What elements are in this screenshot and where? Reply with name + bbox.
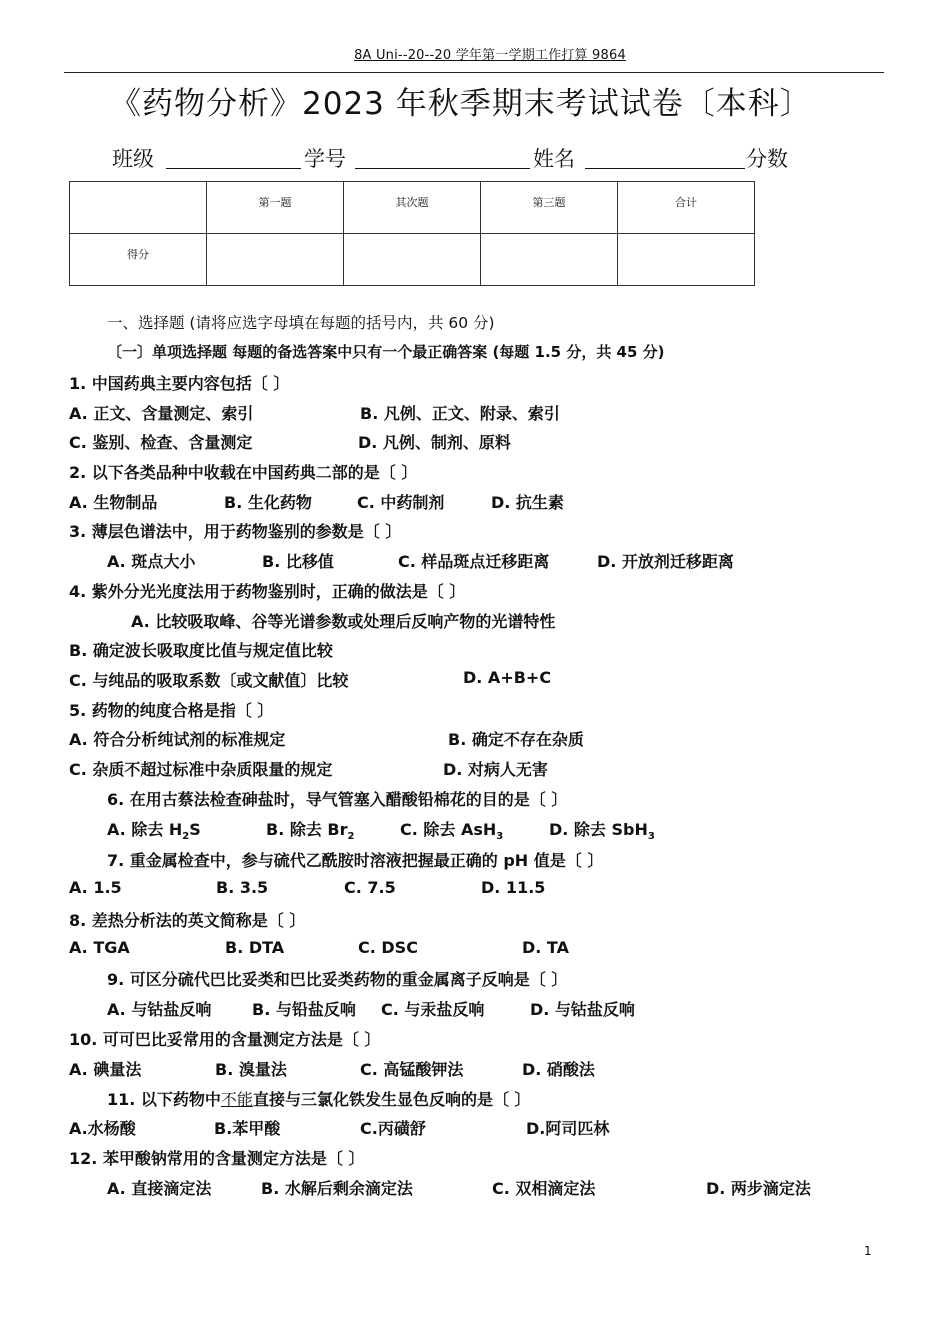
q3-option-b: B. 比移值	[262, 552, 334, 571]
score-table-header: 其次题	[344, 182, 481, 234]
q4-option-a: A. 比较吸取峰、谷等光谱参数或处理后反响产物的光谱特性	[131, 612, 556, 631]
student-id-label: 学号	[304, 147, 346, 171]
q11-option-b: B.苯甲酸	[214, 1119, 281, 1138]
score-cell[interactable]	[481, 234, 618, 286]
q7-option-a: A. 1.5	[69, 878, 122, 897]
q1-option-c: C. 鉴别、检查、含量测定	[69, 433, 253, 452]
score-table-header-row	[70, 182, 755, 234]
q5-option-c: C. 杂质不超过标准中杂质限量的规定	[69, 760, 333, 779]
class-label: 班级	[112, 147, 154, 171]
q6-option-a: A. 除去 $H_2S$	[107, 820, 201, 843]
q9-option-b: B. 与铅盐反响	[252, 1000, 356, 1019]
exam-title: 《药物分析》2023 年秋季期末考试试卷〔本科〕	[110, 86, 812, 122]
score-table-header: 合计	[618, 182, 755, 234]
q4-option-c: C. 与纯品的吸取系数〔或文献值〕比较	[69, 671, 349, 690]
q7-option-d: D. 11.5	[481, 878, 546, 897]
q6-option-b: B. 除去 $Br_2$	[266, 820, 355, 843]
score-table-header: 第三题	[481, 182, 618, 234]
q4-option-b: B. 确定波长吸取度比值与规定值比较	[69, 641, 333, 660]
name-blank[interactable]	[585, 168, 745, 169]
q4-option-d: D. A+B+C	[463, 668, 552, 687]
q1-option-a: A. 正文、含量测定、索引	[69, 404, 254, 423]
score-table-corner	[70, 182, 207, 234]
score-label: 分数	[746, 147, 788, 171]
score-table	[69, 181, 755, 286]
page-number: 1	[864, 1244, 872, 1258]
q12-option-a: A. 直接滴定法	[107, 1179, 212, 1198]
q1-option-b: B. 凡例、正文、附录、索引	[360, 404, 560, 423]
question-9: 9. 可区分硫代巴比妥类和巴比妥类药物的重金属离子反响是〔 〕	[107, 970, 568, 989]
q2-option-d: D. 抗生素	[491, 493, 564, 512]
q7-option-c: C. 7.5	[344, 878, 396, 897]
score-row-label: 得分	[70, 234, 207, 286]
q3-option-c: C. 样品斑点迁移距离	[398, 552, 550, 571]
q6-option-c: C. 除去 AsH$_3$	[400, 820, 504, 843]
q10-option-c: C. 高锰酸钾法	[360, 1060, 464, 1079]
student-id-blank[interactable]	[355, 168, 530, 169]
q12-option-d: D. 两步滴定法	[706, 1179, 811, 1198]
q5-option-a: A. 符合分析纯试剂的标准规定	[69, 730, 286, 749]
header-divider	[64, 72, 884, 73]
score-cell[interactable]	[207, 234, 344, 286]
section-heading: 一、选择题 (请将应选字母填在每题的括号内，共 60 分)	[107, 314, 495, 332]
q3-option-d: D. 开放剂迁移距离	[597, 552, 734, 571]
q6-option-d: D. 除去 SbH$_3$	[549, 820, 655, 843]
question-10: 10. 可可巴比妥常用的含量测定方法是〔 〕	[69, 1030, 381, 1049]
question-5: 5. 药物的纯度合格是指〔 〕	[69, 701, 274, 720]
question-11: 11. 以下药物中不能直接与三氯化铁发生显色反响的是〔 〕	[107, 1090, 531, 1109]
header-note: 8A Uni--20--20 学年第一学期工作打算 9864	[354, 48, 626, 63]
q3-option-a: A. 斑点大小	[107, 552, 196, 571]
q9-option-d: D. 与钴盐反响	[530, 1000, 635, 1019]
q8-option-c: C. DSC	[358, 938, 418, 957]
q2-option-a: A. 生物制品	[69, 493, 158, 512]
question-3: 3. 薄层色谱法中，用于药物鉴别的参数是〔 〕	[69, 522, 402, 541]
score-table-header: 第一题	[207, 182, 344, 234]
q2-option-c: C. 中药制剂	[357, 493, 445, 512]
q5-option-d: D. 对病人无害	[443, 760, 548, 779]
q12-option-b: B. 水解后剩余滴定法	[261, 1179, 413, 1198]
q10-option-d: D. 硝酸法	[522, 1060, 595, 1079]
q9-option-c: C. 与汞盐反响	[381, 1000, 485, 1019]
question-6: 6. 在用古蔡法检查砷盐时，导气管塞入醋酸铅棉花的目的是〔 〕	[107, 790, 568, 809]
question-8: 8. 差热分析法的英文简称是〔 〕	[69, 911, 306, 930]
q11-option-d: D.阿司匹林	[526, 1119, 610, 1138]
score-table-score-row	[70, 234, 755, 286]
q12-option-c: C. 双相滴定法	[492, 1179, 596, 1198]
q11-option-a: A.水杨酸	[69, 1119, 136, 1138]
question-2: 2. 以下各类品种中收载在中国药典二部的是〔 〕	[69, 463, 418, 482]
score-cell[interactable]	[618, 234, 755, 286]
q9-option-a: A. 与钴盐反响	[107, 1000, 212, 1019]
section-subheading: 〔一〕单项选择题 每题的备选答案中只有一个最正确答案 (每题 1.5 分，共 45 分)	[107, 343, 665, 361]
q1-option-d: D. 凡例、制剂、原料	[358, 433, 511, 452]
class-blank[interactable]	[166, 168, 301, 169]
score-cell[interactable]	[344, 234, 481, 286]
question-7: 7. 重金属检查中，参与硫代乙酰胺时溶液把握最正确的 pH 值是〔 〕	[107, 851, 604, 870]
question-12: 12. 苯甲酸钠常用的含量测定方法是〔 〕	[69, 1149, 365, 1168]
q11-option-c: C.丙磺舒	[360, 1119, 426, 1138]
name-label: 姓名	[533, 147, 575, 171]
q10-option-b: B. 溴量法	[215, 1060, 287, 1079]
q10-option-a: A. 碘量法	[69, 1060, 142, 1079]
q5-option-b: B. 确定不存在杂质	[448, 730, 584, 749]
q8-option-d: D. TA	[522, 938, 569, 957]
q2-option-b: B. 生化药物	[224, 493, 312, 512]
question-4: 4. 紫外分光光度法用于药物鉴别时，正确的做法是〔 〕	[69, 582, 466, 601]
question-1: 1. 中国药典主要内容包括〔 〕	[69, 374, 290, 393]
q8-option-b: B. DTA	[225, 938, 285, 957]
q8-option-a: A. TGA	[69, 938, 130, 957]
q7-option-b: B. 3.5	[216, 878, 269, 897]
